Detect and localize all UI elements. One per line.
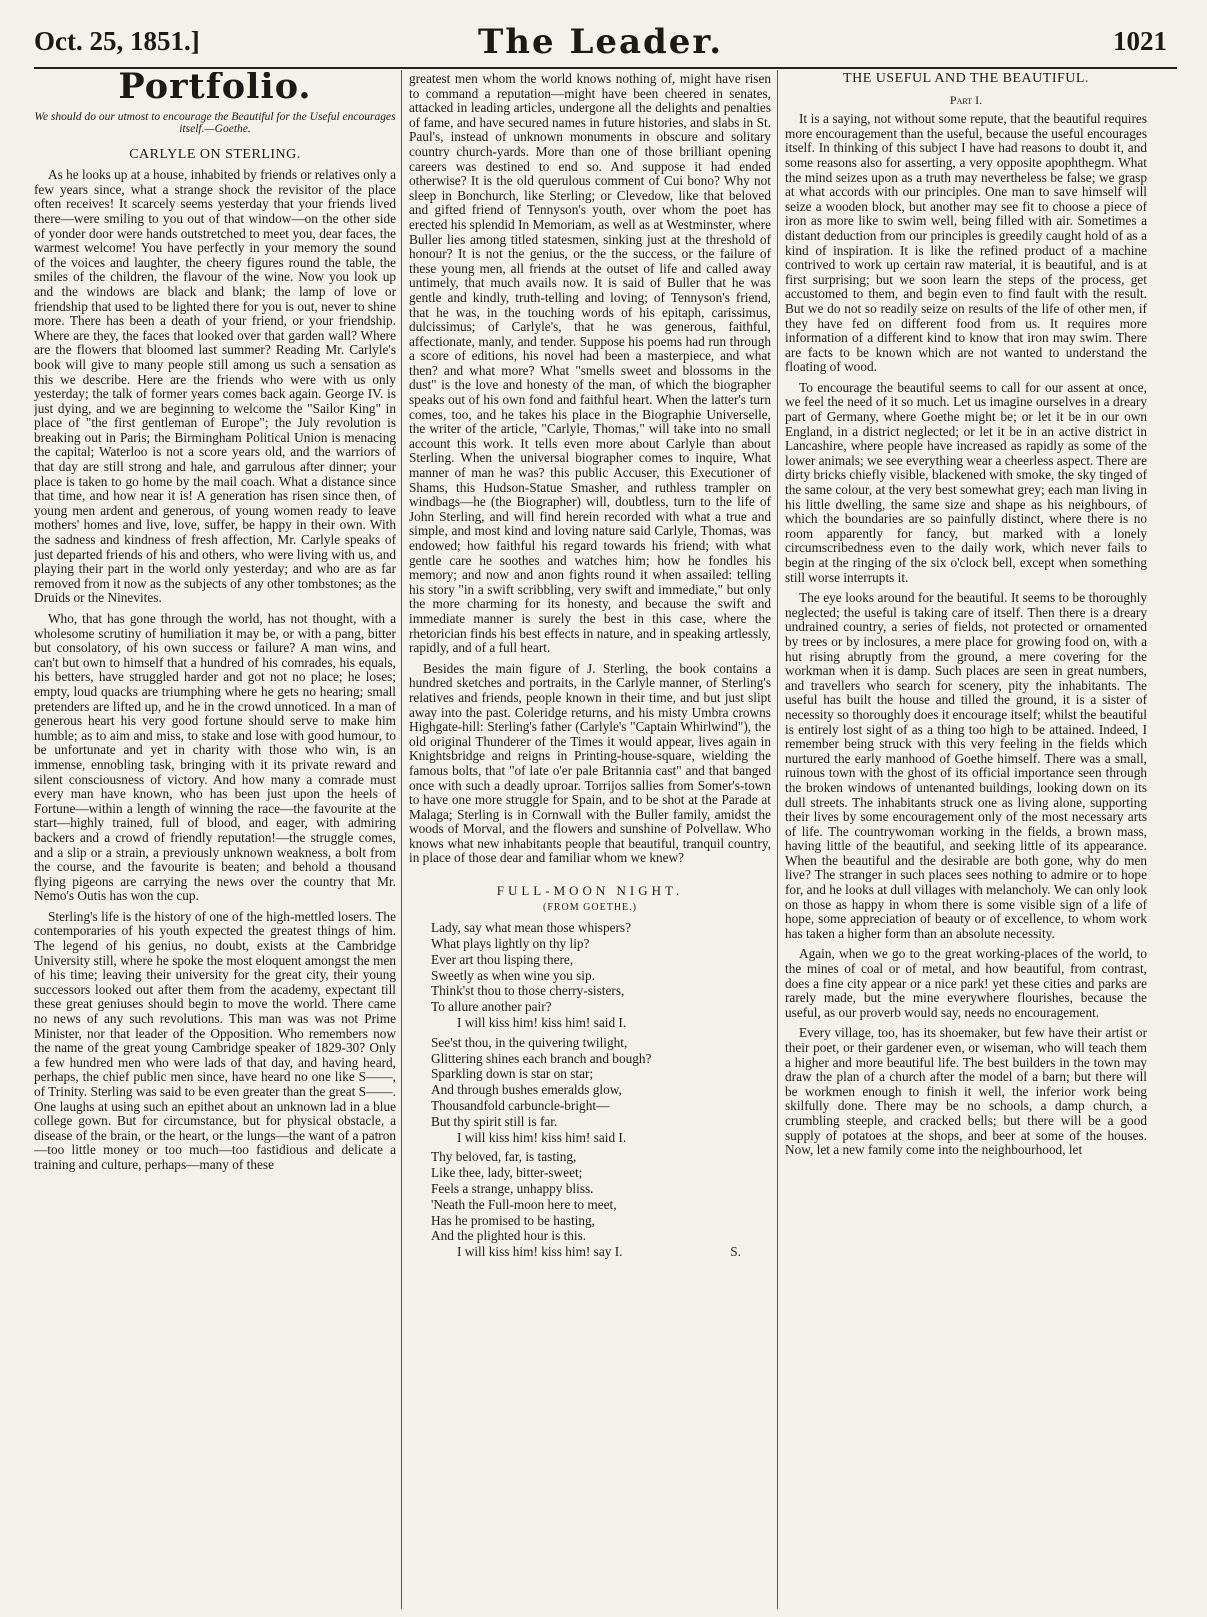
- poem-line: What plays lightly on thy lip?: [431, 936, 590, 952]
- poem-line: And through bushes emeralds glow,: [431, 1082, 622, 1098]
- article-paragraph: Every village, too, has its shoemaker, but few have their artist or their poet, or their gardener even, or wiseman, who will teach them a higher and more beautiful life. The best builders in the town may draw the plan of a church after the model of a barn; but there will be workmen enough to finish it well, the inferior work being skilfully done. There may be no schools, a damp church, a crumbling steeple, and cracked bells; but there will be a good supply of potatoes at the shops, and beer at some of the houses. Now, let a new family come into the neighbourhood, let: [785, 1025, 1147, 1158]
- page-number: 1021: [1113, 26, 1167, 56]
- article-part: Part I.: [949, 92, 983, 107]
- article-paragraph: The eye looks around for the beautiful. It seems to be thoroughly neglected; the useful is taking care of itself. Then there is a dreary undrained country, a series of fields, not protected or ornamented by trees or by inclosures, a mere place for growing food on, with a hut rising abruptly from the ground, a mere covering for the workman when it is damp. Such places are seen in great numbers, and travellers who search for scenery, pity the inhabitants. The useful has built the house and tilled the ground, it is a sister of necessity so thoroughly does it encourage itself; whilst the beautiful is entirely lost sight of as a thing too high to be attained. Indeed, I remember being struck with this very feeling in the fields which nurtured the early manhood of Goethe himself. There was a small, ruinous town with the ghost of its official importance seen through the broken windows of untenanted buildings, looking down on its dull streets. The inhabitants struck one as living alone, supporting their lives by some encouragement only of the most necessary arts of life. The countrywoman working in the fields, a brown mass, having little of the beautiful, and seeking little of its appearance. When the beautiful and the desirable are both gone, why do men live? The stranger in such places sees nothing to admire or to hope for, and he looks at dull villages with melancholy. We can only look on those as happy in whom there is some visible sign of a life of hope, some appreciation of beauty or of excellence, to whom work has taken a higher form than an absolute necessity.: [785, 590, 1147, 941]
- section-title: Portfolio.: [118, 72, 312, 107]
- header-rule: [34, 67, 1177, 69]
- article-paragraph: To encourage the beautiful seems to call for our assent at once, we feel the need of it so much. Let us imagine ourselves in a dreary part of Germany, where Goethe might be; or let it be in our own England, in a district neglected; or let it be in an active district in Lancashire, where people have increased as rapidly as some of the lower animals; we see everything wear a cheerless aspect. There are dirty bricks chiefly visible, blackened with smoke, the sky tinged of the same colour, at the very best somewhat grey; each man living in his little dwelling, the same size and shape as his neighbours, of which the boundaries are so painfully distinct, where there is no room apparently for fancy, but marked with a lonely circumscribedness even to the daily work, which never fails to begin at the ringing of the six o'clock bell, except when something still worse interrupts it.: [785, 379, 1147, 585]
- column-divider: [401, 70, 402, 1609]
- poem-refrain: I will kiss him! kiss him! said I.: [457, 1129, 627, 1145]
- poem-line: Feels a strange, unhappy bliss.: [431, 1181, 594, 1196]
- poem-refrain: [431, 1244, 771, 1260]
- poem-line: Lady, say what mean those whispers?: [431, 920, 632, 936]
- poem-line: See'st thou, in the quivering twilight,: [431, 1034, 628, 1050]
- poem-signature: S.: [730, 1244, 741, 1260]
- masthead-title: The Leader.: [477, 22, 724, 62]
- article-title: CARLYLE ON STERLING.: [129, 146, 301, 162]
- poem-subtitle: (FROM GOETHE.): [543, 901, 637, 913]
- column-1: [34, 72, 396, 1611]
- article-paragraph: Again, when we go to the great working-places of the world, to the mines of coal or of metal, and how beautiful, from contrast, does a fine city appear or a nice park! yet these cities and parks are rarely made, but the mine everywhere flourishes, because the useful, as our proverb would say, needs no encouragement.: [785, 946, 1147, 1020]
- article-paragraph: Who, that has gone through the world, has not thought, with a wholesome scrutiny of humiliation it may be, or with a pang, bitter but consolatory, of his own success or failure? A man wins, and can't but own to himself that a hundred of his comrades, his equals, his betters, have struggled harder and got not no place; he loses; empty, loud quacks are triumphing where he gets no hearing; small pretenders are lifted up, and he in the crowd unnoticed. In a man of generous heart his very good fortune should serve to make him humble; as to aim and miss, to stake and lose with good humour, to be unfortunate and yet in charity with those who win, is an immense, ennobling task, bringing with it its private reward and silent consciousness of victory. And how many a comrade must every man have known, who has been just upon the heels of Fortune—within a length of winning the race—the favourite at the start—highly trained, full of blood, and eager, with admiring backers and a crowd of friendly reputation!—the struggle comes, and a slip or a strain, a previously unknown weakness, a bolt from the course, and the favourite is beaten; and behold a thousand flying pigeons are carrying the news over the country that Mr. Nemo's Outis has won the cup.: [34, 611, 396, 904]
- poem-line: Think'st thou to those cherry-sisters,: [431, 983, 625, 999]
- poem-line: Thy beloved, far, is tasting,: [431, 1149, 577, 1165]
- column-divider: [777, 70, 778, 1609]
- article-paragraph: Besides the main figure of J. Sterling, the book contains a hundred sketches and portraits, in the Carlyle manner, of Sterling's relatives and friends, people known in their time, and but just slipt away into the past. Coleridge returns, and his misty Umbra crowns Highgate-hill: Sterling's father (Carlyle's "Captain Whirlwind"), the old original Thunderer of the Times it would appear, lives again in Knightsbridge and reigns in Printing-house-square, wielding the famous bolts, that "of late o'er pale Britannia cast" and that banged once with such a deadly uproar. Torrijos sallies from Somer's-town to have one more struggle for Spain, and to be shot at the Parade at Malaga; Sterling is in Cornwall with the Buller family, amidst the woods of Morval, and the flowers and sunshine of Polvellaw. Who knows what new inhabitants people that beautiful, tranquil country, in place of those dear and familiar whom we knew?: [409, 660, 771, 866]
- poem-title: FULL-MOON NIGHT.: [496, 883, 684, 899]
- article-paragraph: It is a saying, not without some repute, that the beautiful requires more encouragement than the useful, because the useful encourages itself. In thinking of this subject I have had reasons to doubt it, and some reasons also for asserting, a very opposite apophthegm. What the mind seizes upon as a truth may nevertheless be false; we grasp at what accords with our principles. One man to save himself will seize a wooden block, but another may see fit to choose a piece of iron as more like to swim well, being filled with air. Sometimes a distant deduction from our principles is greedily caught hold of as a kind of inspiration. It is like the refined product of a machine contrived to work up certain raw material, it is beautiful, and is at first surprising; but we soon learn the steps of the process, get accustomed to them, and begin even to find fault with the result. But we do not so readily seize on results of the life of other men, if they have fed on different food from us. It requires more information of a different kind to know that iron may swim. There are facts to be known which are not wanted to understand the floating of wood.: [785, 111, 1147, 375]
- column-2: [409, 72, 771, 1611]
- article-paragraph: Sterling's life is the history of one of the high-mettled losers. The contemporaries of his youth expected the greatest things of him. The legend of his genius, no doubt, exists at the Cambridge University still, where he spoke the most eloquent amongst the men of his time; leaving their university for the great city, their young successors looked out after them from the academy, expectant till these great geniuses should begin to move the world. There came no news of any such revolutions. This man was was not Prime Minister, nor that leader of the Opposition. Who remembers now the name of the great young Cambridge speaker of 1829-30? Only a few hundred men who were lads of that day, and having heard, perhaps, the chief public men since, have heard no one like S——, of Trinity. Sterling was said to be even greater than the great S——. One laughs at using such an epithet about an unknown lad in a blue college gown. But for circumstance, but for physical obstacle, a disease of the brain, or the heart, or the lungs—the want of a patron—too little money or too much—too fastidious and delicate a training and culture, perhaps—many of these: [34, 908, 396, 1172]
- poem-line: Has he promised to be hasting,: [431, 1212, 595, 1228]
- poem-line: To allure another pair?: [431, 999, 552, 1015]
- poem-refrain: I will kiss him! kiss him! said I.: [457, 1015, 627, 1031]
- poem-line: Thousandfold carbuncle-bright—: [431, 1098, 610, 1114]
- poem-line: Like thee, lady, bitter-sweet;: [431, 1165, 583, 1181]
- poem: [431, 920, 771, 1260]
- poem-line: Sweetly as when wine you sip.: [431, 967, 595, 983]
- article-paragraph: As he looks up at a house, inhabited by friends or relatives only a few years since, what a strange shock the revisitor of the place often receives! It scarcely seems yesterday that your friends lived there—were smiling to you out of that window—on the other side of yonder door were hands outstretched to meet you, dear faces, the warmest welcome! You have perfectly in your memory the sound of the voices and laughter, the cheery figures round the table, the smiles of the children, the flavour of the wine. Now you look up and the windows are black and blank; the lamp of love or friendship that used to be lighted there for you is out, never to shine more. There has been a death of your friend, or your friendship. Where are they, the faces that looked over that garden wall? Where are the flowers that bloomed last summer? Reading Mr. Carlyle's book will give to many people still among us such a sensation as this we describe. Here are the friends who were with us only yesterday; the talk of former years comes back again. George IV. is just dying, and we are beginning to welcome the "Sailor King" in place of "the first gentleman of Europe"; the July revolution is breaking out in Paris; the Birmingham Political Union is menacing the capital; Waterloo is not a score years old, and the warriors of that day are still strong and hale, and garrulous after dinner; your place is taken to go home by the mail coach. What a distance since that time, and how near it is! A generation has risen since then, of young men ardent and generous, of young women ready to leave mothers' homes and live, love, suffer, be happy in their own. With the sadness and kindness of fresh affection, Mr. Carlyle speaks of just departed friends of his and others, who were living with us, and playing their part in the world only yesterday; and who are as far removed from it now as the subjects of any other tombstones; as the Druids or the Ninevites.: [34, 167, 396, 606]
- issue-date: Oct. 25, 1851.]: [34, 26, 200, 56]
- column-3: [785, 72, 1147, 1611]
- poem-line: But thy spirit still is far.: [431, 1113, 558, 1129]
- poem-refrain-text: I will kiss him! kiss him! say I.: [457, 1244, 623, 1260]
- page-header: [34, 22, 1167, 66]
- poem-line: 'Neath the Full-moon here to meet,: [431, 1196, 617, 1212]
- poem-line: And the plighted hour is this.: [431, 1228, 587, 1244]
- poem-line: Ever art thou lisping there,: [431, 951, 574, 967]
- poem-line: Sparkling down is star on star;: [431, 1066, 594, 1082]
- article-paragraph: greatest men whom the world knows nothing of, might have risen to command a reputation—might have been cheered in senates, attacked in leading articles, undergone all the delights and penalties of fame, and have secured names in future histories, and slabs in St. Paul's, instead of unknown monuments in obscure and solitary country church-yards. More than one of those brilliant opening careers was destined to end so. And suppose it had ended otherwise? It is the old querulous comment of Cui bono? Why not sleep in Bonchurch, like Sterling; or Clevedow, like that beloved and gifted friend of Tennyson's youth, over whom the poet has erected his splendid In Memoriam, as well as at Westminster, where Buller lies among titled statesmen, sinking just at the threshold of honour? It is not the genius, or the the success, or the failure of these young men, all friends at the outset of life and called away untimely, that much avails now. It is said of Buller that he was gentle and kindly, truth-telling and loving; of Tennyson's friend, that he was, in the touching words of his epitaph, carissimus, dulcissimus; of Carlyle's, that he was generous, faithful, affectionate, manly, and tender. Suppose his poems had run through a score of editions, his novel had been a masterpiece, and what then? and what more? What "smells sweet and blossoms in the dust" is the love and honesty of the man, of which the biographer speaks out of his own fond and faithful heart. When the latter's turn comes, too, and he takes his place in the Biographie Universelle, the writer of the article, "Carlyle, Thomas," will take into no small account this work. It tells even more about Carlyle than about Sterling. When the universal biographer comes to inquire, What manner of man he was? this public Accuser, this Executioner of Shams, this Hudson-Statue Smasher, and ruthless trampler on windbags—he (the Biographer) will, doubtless, turn to the life of John Sterling, and will find herein recorded with what a true and simple, and most kind and loving nature said Carlyle, Thomas, was endowed; how faithful his regard towards his friend; with what gentle care he soothes and watches him; how he fondles his memory; and now and anon fights round it when assailed: telling his story "in a swift scribbling, very swift and immediate," but only the more charming for its honesty, and because the swift and immediate manner is surely the best in this case, where the rhetorician finds his best effects in nature, and in speaking artlessly, rapidly, and of a full heart.: [409, 72, 771, 656]
- poem-line: Glittering shines each branch and bough?: [431, 1050, 652, 1066]
- section-motto: We should do our utmost to encourage the Beautiful for the Useful encourages itself.—Goethe.: [34, 110, 396, 136]
- article-title: THE USEFUL AND THE BEAUTIFUL.: [843, 72, 1089, 86]
